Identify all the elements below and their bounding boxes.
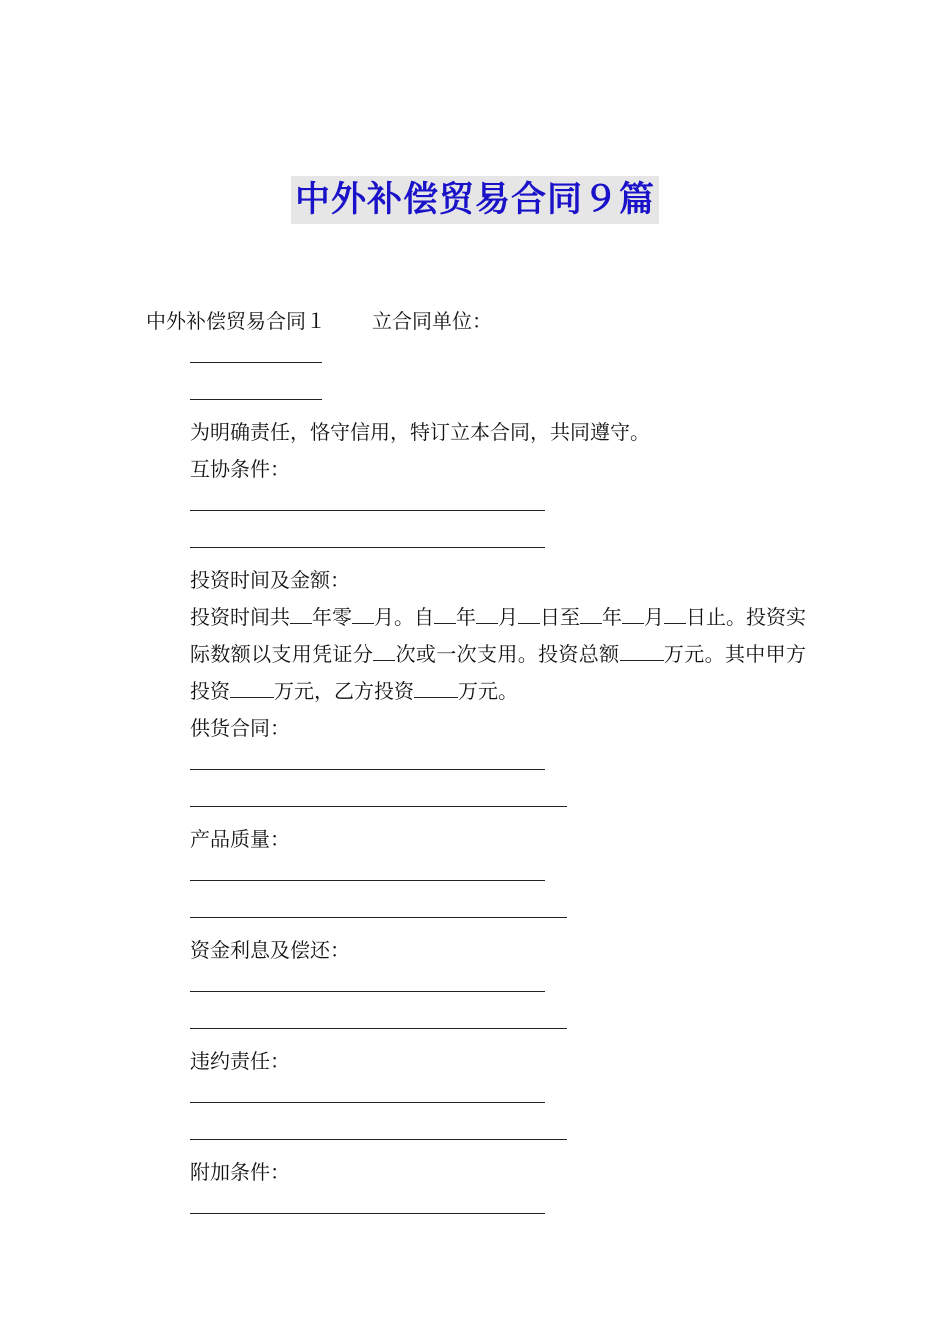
supply-blank-1 (146, 747, 806, 784)
section-quality-label: 产品质量： (190, 827, 290, 851)
investment-text-5: 月 (498, 605, 518, 629)
quality-blank-1 (146, 858, 806, 895)
investment-text-7: 年 (602, 605, 622, 629)
interest-blank-1 (146, 969, 806, 1006)
contract-number: 中外补偿贸易合同１ (146, 309, 326, 333)
section-breach-label: 违约责任： (190, 1049, 290, 1073)
section-supply-label: 供货合同： (190, 716, 290, 740)
party-b-blank (146, 377, 806, 414)
investment-text-13: 万元。 (458, 679, 518, 703)
investment-paragraph (146, 599, 806, 710)
investment-text-4: 年 (456, 605, 476, 629)
investment-text-6: 日至 (540, 605, 580, 629)
mutual-blank-2 (146, 525, 806, 562)
investment-text-2: 年零 (312, 605, 352, 629)
investment-text-1: 投资时间共 (190, 605, 290, 629)
investment-text-11: 万元。其中甲方投资 (190, 642, 807, 703)
section-investment-label: 投资时间及金额： (190, 568, 350, 592)
investment-text-9: 日止。投资实际数额以支用凭证分 (190, 605, 806, 666)
party-a-blank (146, 340, 806, 377)
quality-blank-2 (146, 895, 806, 932)
additional-blank-1 (146, 1191, 806, 1228)
investment-text-12: 万元，乙方投资 (274, 679, 414, 703)
mutual-blank-1 (146, 488, 806, 525)
section-mutual-label: 互协条件： (190, 457, 290, 481)
investment-text-10: 次或一次支用。投资总额 (395, 642, 620, 666)
parties-label: 立合同单位： (372, 309, 492, 333)
intro-paragraph: 为明确责任，恪守信用，特订立本合同，共同遵守。 (190, 420, 650, 444)
interest-blank-2 (146, 1006, 806, 1043)
heading-line (146, 303, 806, 340)
title-container (0, 176, 950, 224)
investment-text-8: 月 (644, 605, 664, 629)
breach-blank-1 (146, 1080, 806, 1117)
document-title: 中外补偿贸易合同９篇 (291, 176, 659, 224)
investment-text-3: 月。自 (374, 605, 434, 629)
breach-blank-2 (146, 1117, 806, 1154)
section-additional-label: 附加条件： (190, 1160, 290, 1184)
section-interest-label: 资金利息及偿还： (190, 938, 350, 962)
document-body (146, 303, 806, 1228)
supply-blank-2 (146, 784, 806, 821)
